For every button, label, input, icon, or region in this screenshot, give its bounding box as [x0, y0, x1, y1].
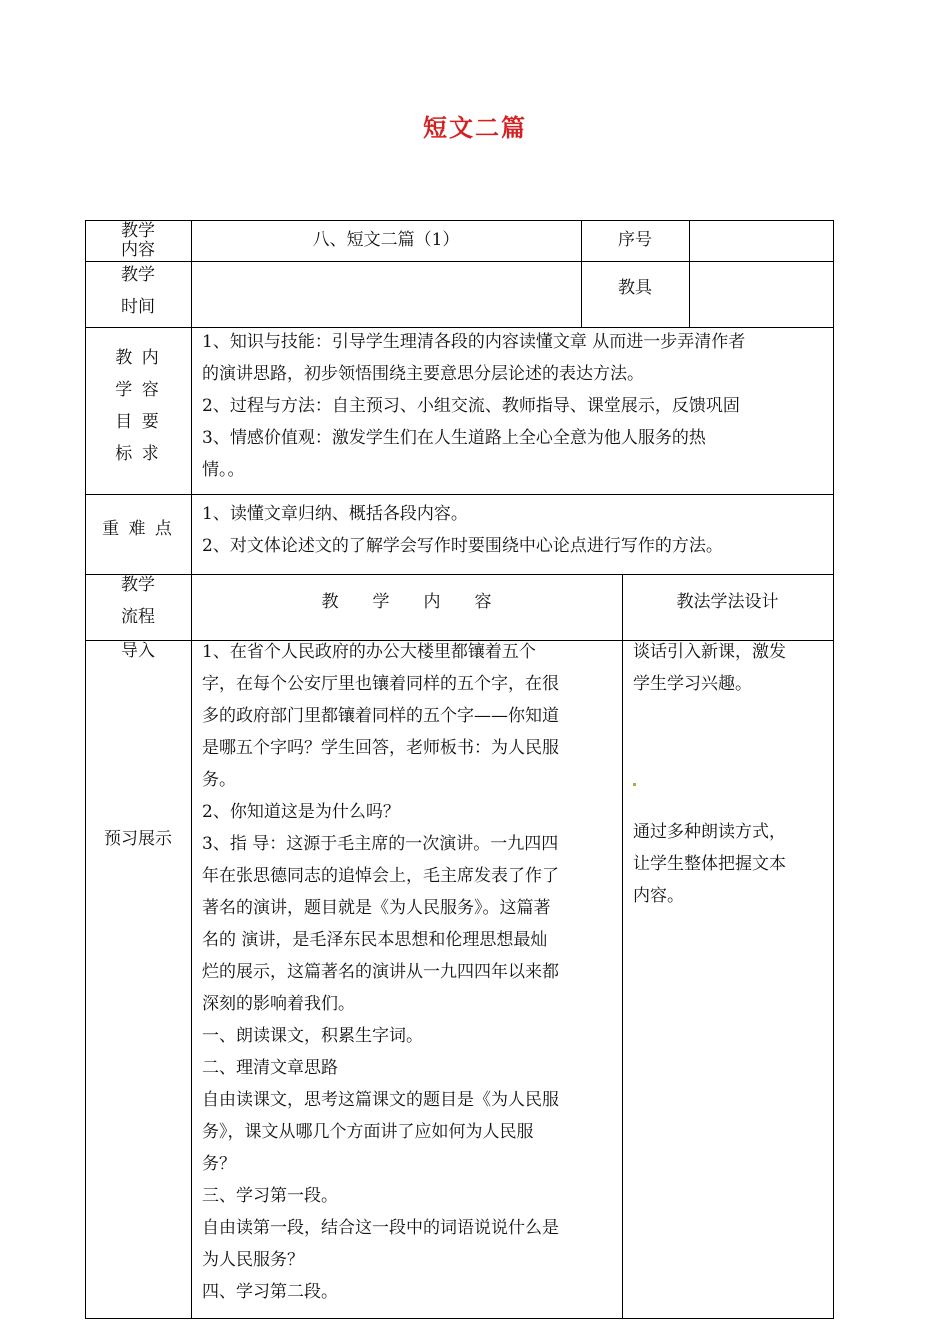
objective-line: 2、过程与方法：自主预习、小组交流、教师指导、课堂展示，反馈巩固 [202, 396, 740, 416]
label-teaching-time [85, 259, 191, 323]
label-line: 目 要 [115, 412, 161, 432]
label-line: 学 容 [115, 380, 161, 400]
table-rule [85, 494, 834, 495]
content-line: 多的政府部门里都镶着同样的五个字——你知道 [202, 706, 559, 726]
key-point-line: 1、读懂文章归纳、概括各段内容。 [202, 504, 468, 524]
label-line: 时间 [121, 297, 155, 317]
stage-preview-display: 预习展示 [104, 829, 172, 849]
key-point-line: 2、对文体论述文的了解学会写作时要围绕中心论点进行写作的方法。 [202, 536, 723, 556]
column-header-method-design: 教法学法设计 [676, 592, 779, 612]
table-rule [85, 220, 834, 221]
content-line: 字，在每个公安厅里也镶着同样的五个字，在很 [202, 674, 559, 694]
content-line: 是哪五个字吗？学生回答，老师板书：为人民服 [202, 738, 559, 758]
label-line: 内容 [121, 240, 155, 260]
content-line: 自由读第一段，结合这一段中的词语说说什么是 [202, 1218, 559, 1238]
label-line: 教学 [121, 221, 155, 241]
content-line: 著名的演讲，题目就是《为人民服务》。这篇著 [202, 898, 551, 918]
label-line: 教学 [121, 265, 155, 285]
design-line: 内容。 [633, 886, 684, 906]
key-points-text [202, 498, 832, 562]
label-line: 教学 [121, 575, 155, 595]
stray-mark [633, 783, 636, 786]
lesson-plan-table [85, 220, 834, 1319]
content-line: 务？ [202, 1154, 236, 1174]
design-line: 通过多种朗读方式， [633, 822, 786, 842]
column-header-content: 教 学 内 容 [321, 592, 492, 612]
content-line: 烂的展示，这篇著名的演讲从一九四四年以来都 [202, 962, 559, 982]
objectives-text [202, 326, 832, 486]
objective-line: 的演讲思路，初步领悟围绕主要意思分层论述的表达方法。 [202, 364, 644, 384]
content-line: 名的 演讲，是毛泽东民本思想和伦理思想最灿 [202, 930, 548, 950]
content-line: 深刻的影响着我们。 [202, 994, 355, 1014]
content-line: 三、学习第一段。 [202, 1186, 338, 1206]
content-line: 3、指 导：这源于毛主席的一次演讲。一九四四 [202, 834, 559, 854]
table-rule [85, 261, 834, 262]
label-teaching-content [85, 220, 191, 263]
content-line: 2、你知道这是为什么吗？ [202, 802, 400, 822]
stage-intro: 导入 [121, 641, 155, 661]
label-teaching-objectives [85, 342, 191, 470]
content-line: 年在张思德同志的追悼会上，毛主席发表了作了 [202, 866, 559, 886]
content-line: 1、在省个人民政府的办公大楼里都镶着五个 [202, 642, 536, 662]
method-design-intro [633, 636, 829, 700]
table-rule [85, 574, 834, 575]
objective-line: 3、情感价值观：激发学生们在人生道路上全心全意为他人服务的热 [202, 428, 706, 448]
label-key-difficult-points: 重 难 点 [102, 519, 174, 539]
objective-line: 1、知识与技能：引导学生理清各段的内容读懂文章 从而进一步弄清作者 [202, 332, 746, 352]
process-content-text [202, 636, 617, 1308]
content-line: 务》，课文从哪几个方面讲了应如何为人民服 [202, 1122, 534, 1142]
content-line: 为人民服务？ [202, 1250, 304, 1270]
label-line: 教 内 [115, 348, 161, 368]
content-line: 一、朗读课文，积累生字词。 [202, 1026, 423, 1046]
table-rule [85, 1318, 834, 1319]
table-rule [833, 220, 834, 1319]
design-line: 谈话引入新课，激发 [633, 642, 786, 662]
table-rule [622, 574, 623, 1319]
content-line: 自由读课文，思考这篇课文的题目是《为人民服 [202, 1090, 559, 1110]
label-serial-number: 序号 [618, 230, 652, 250]
lesson-topic: 八、短文二篇（1） [312, 230, 460, 250]
table-rule [191, 220, 192, 1319]
content-line: 二、理清文章思路 [202, 1058, 338, 1078]
label-line: 标 求 [115, 444, 161, 464]
content-line: 务。 [202, 770, 236, 790]
label-teaching-process [85, 569, 191, 633]
design-line: 让学生整体把握文本 [633, 854, 786, 874]
table-rule [689, 220, 690, 327]
label-teaching-tools: 教具 [618, 278, 652, 298]
objective-line: 情。。 [202, 460, 245, 480]
design-line: 学生学习兴趣。 [633, 674, 752, 694]
document-title: 短文二篇 [423, 113, 527, 142]
content-line: 四、学习第二段。 [202, 1282, 338, 1302]
method-design-reading [633, 816, 829, 912]
label-line: 流程 [121, 607, 155, 627]
